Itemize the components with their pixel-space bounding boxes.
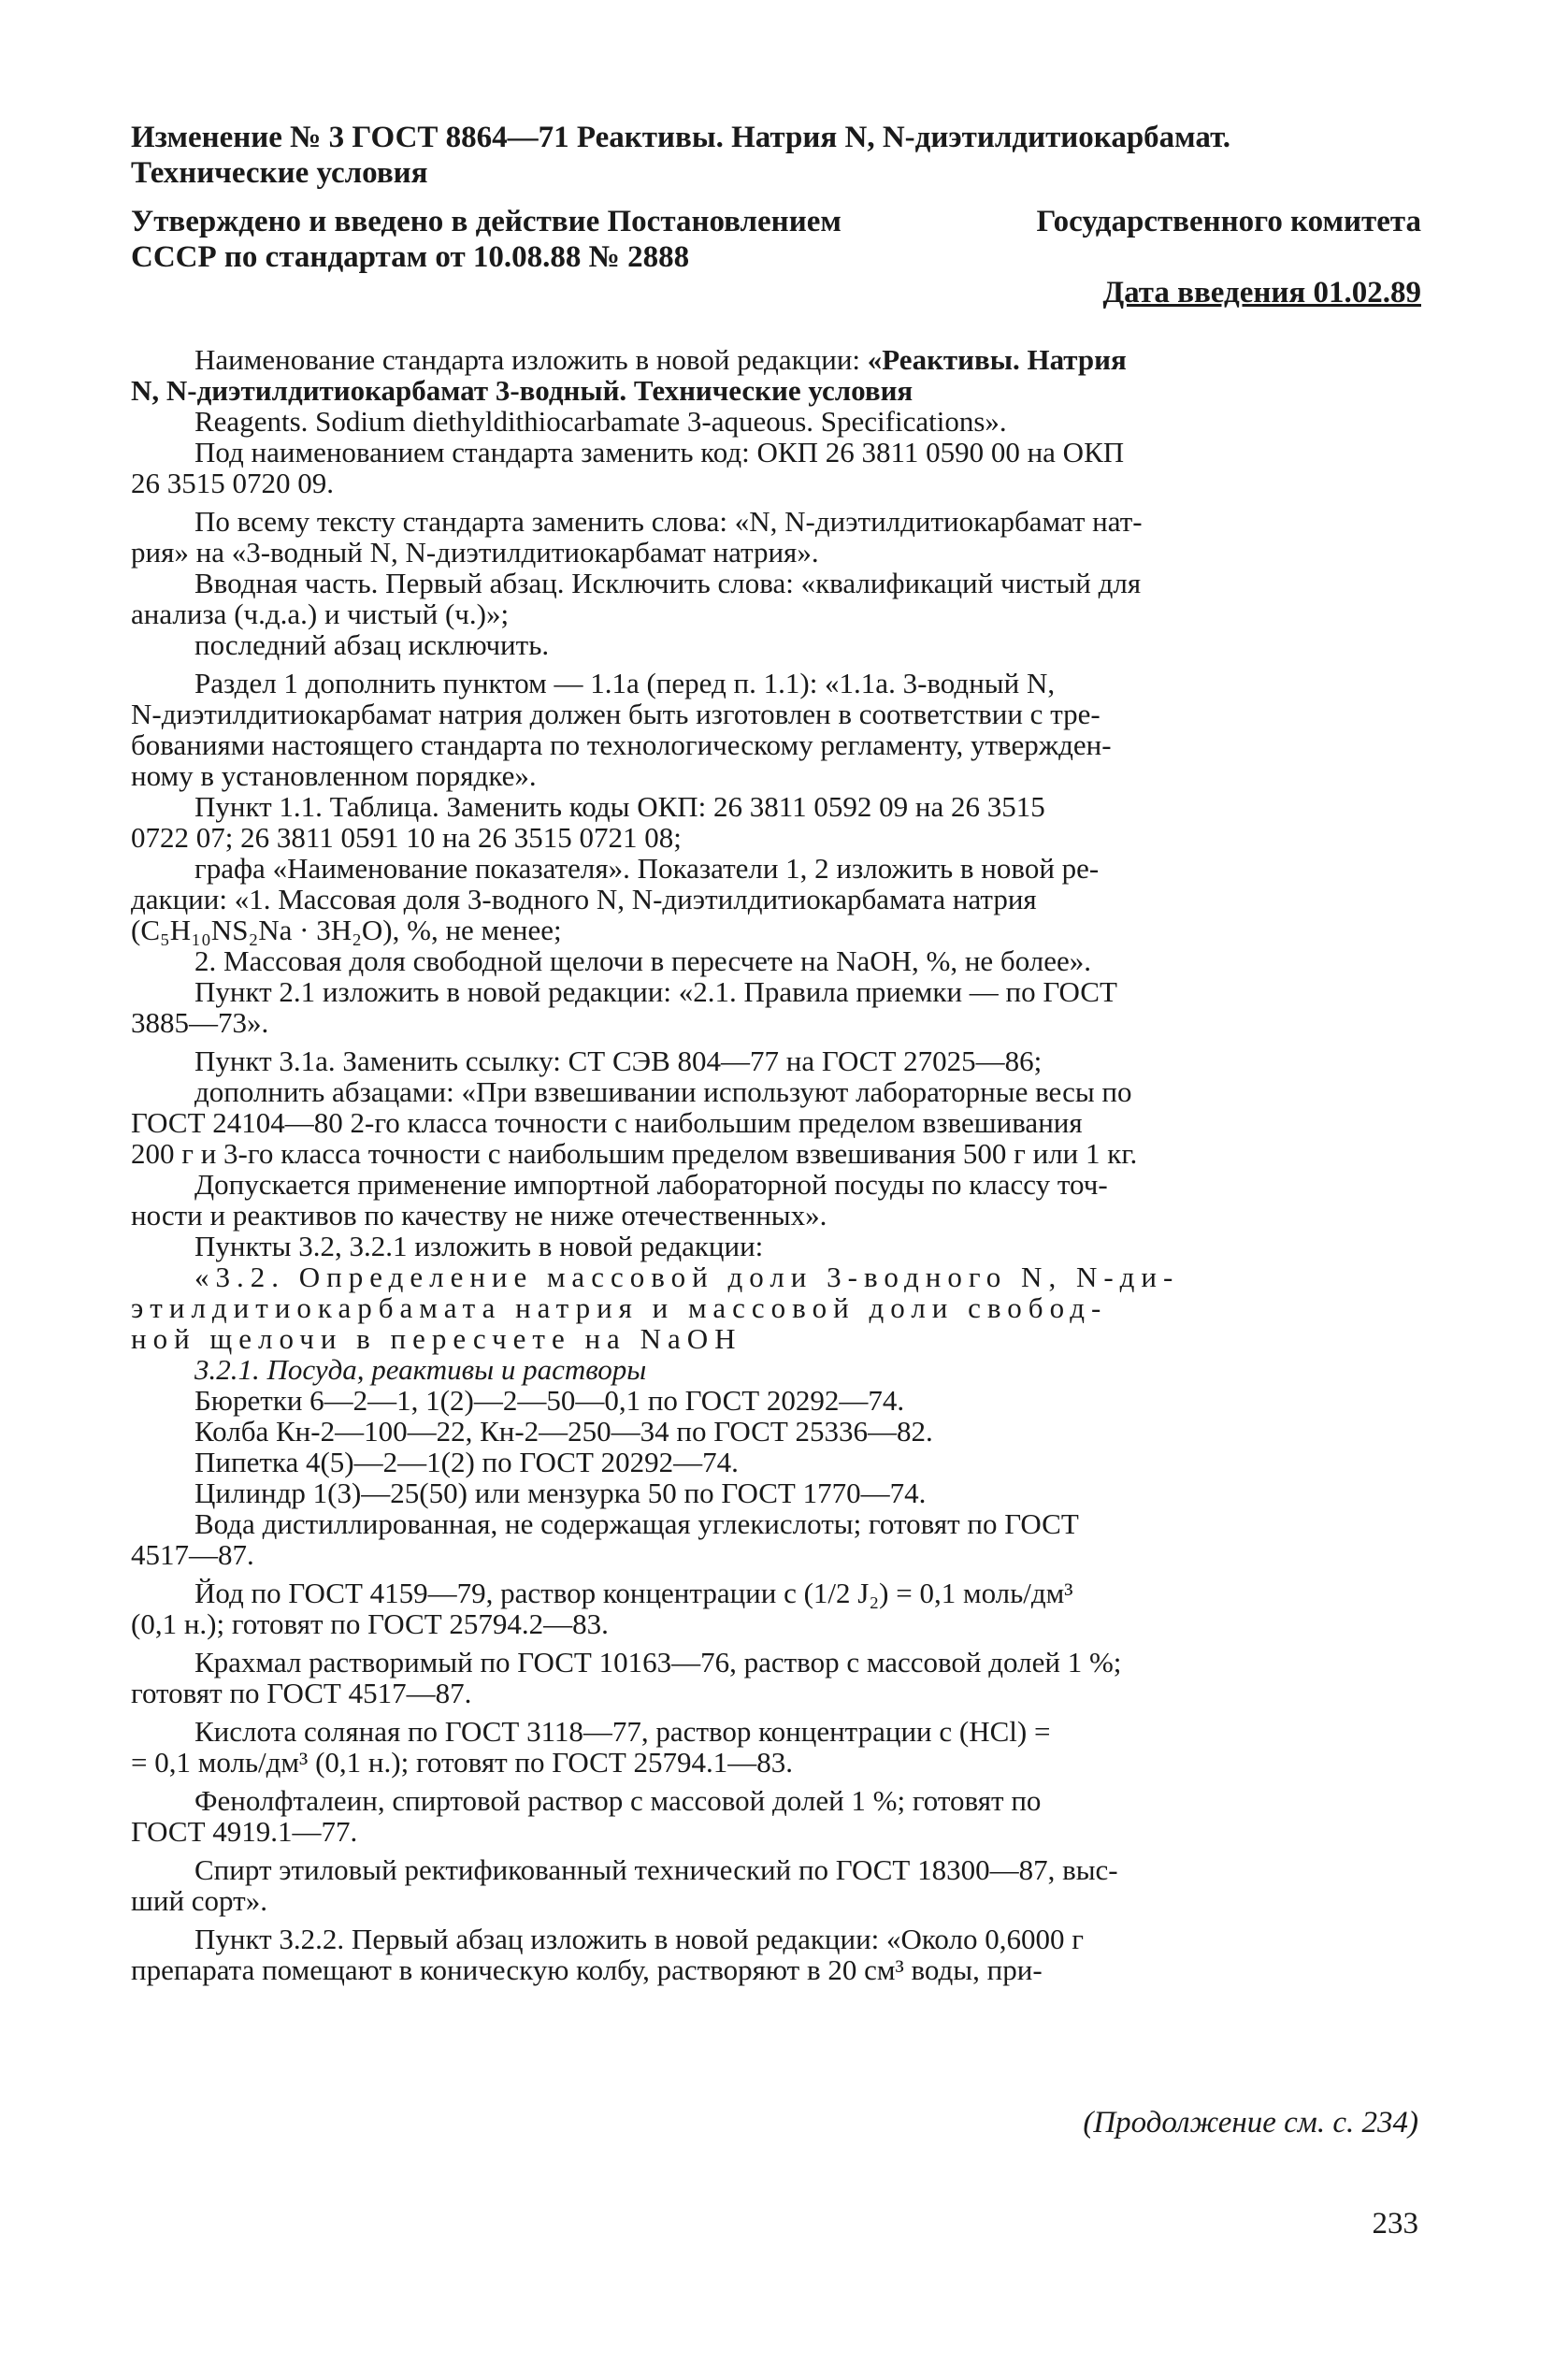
- section-heading: «3.2. Определение массовой доли 3-водного N, N-ди-: [194, 1261, 1180, 1293]
- paragraph-line: рия» на «3-водный N, N-диэтилдитиокарбамат натрия».: [131, 536, 819, 569]
- paragraph-line: Пункт 3.1а. Заменить ссылку: СТ СЭВ 804—77 на ГОСТ 27025—86;: [194, 1045, 1043, 1077]
- page-number: 233: [1372, 2207, 1418, 2241]
- paragraph-line: Пункт 3.2.2. Первый абзац изложить в новой редакции: «Около 0,6000 г: [194, 1923, 1084, 1955]
- paragraph-line: Пункт 2.1 изложить в новой редакции: «2.1. Правила приемки — по ГОСТ: [194, 975, 1117, 1008]
- paragraph-line: препарата помещают в коническую колбу, растворяют в 20 см³ воды, при-: [131, 1953, 1043, 1986]
- list-item: = 0,1 моль/дм³ (0,1 н.); готовят по ГОСТ 25794.1—83.: [131, 1746, 794, 1779]
- list-item: готовят по ГОСТ 4517—87.: [131, 1677, 472, 1709]
- list-item: Цилиндр 1(3)—25(50) или мензурка 50 по ГОСТ 1770—74.: [194, 1477, 927, 1509]
- list-item: ший сорт».: [131, 1884, 267, 1917]
- paragraph-line: дакции: «1. Массовая доля 3-водного N, N-диэтилдитиокарбамата натрия: [131, 883, 1037, 915]
- list-item: Фенолфталеин, спиртовой раствор с массовой долей 1 %; готовят по: [194, 1784, 1042, 1817]
- list-item: Бюретки 6—2—1, 1(2)—2—50—0,1 по ГОСТ 20292—74.: [194, 1384, 905, 1417]
- paragraph-line: Reagents. Sodium diethyldithiocarbamate 3-aqueous. Specifications».: [194, 405, 1007, 438]
- approval-line: Утверждено и введено в действие Постановлением Государственного комитета: [131, 205, 1421, 238]
- paragraph-line: Наименование стандарта изложить в новой редакции: «Реактивы. Натрия: [194, 343, 1127, 376]
- paragraph-line: анализа (ч.д.а.) и чистый (ч.)»;: [131, 598, 510, 630]
- paragraph-line: 2. Массовая доля свободной щелочи в пересчете на NaOH, %, не более».: [194, 944, 1092, 977]
- formula-line: (C₅H₁₀NS₂Na · 3H₂O), %, не менее;: [131, 914, 562, 946]
- section-heading: этилдитиокарбамата натрия и массовой доли свобод-: [131, 1291, 1108, 1324]
- list-item: 4517—87.: [131, 1538, 254, 1571]
- paragraph-line: По всему тексту стандарта заменить слова: «N, N-диэтилдитиокарбамат нат-: [194, 505, 1143, 538]
- paragraph-line: N-диэтилдитиокарбамат натрия должен быть изготовлен в соответствии с тре-: [131, 698, 1100, 730]
- subsection-heading: 3.2.1. Посуда, реактивы и растворы: [194, 1353, 647, 1386]
- paragraph-line: 200 г и 3-го класса точности с наибольшим пределом взвешивания 500 г или 1 кг.: [131, 1137, 1138, 1170]
- paragraph-line: Допускается применение импортной лабораторной посуды по классу точ-: [194, 1168, 1108, 1201]
- paragraph-line: бованиями настоящего стандарта по технологическому регламенту, утвержден-: [131, 728, 1112, 761]
- paragraph-line: графа «Наименование показателя». Показатели 1, 2 изложить в новой ре-: [194, 852, 1100, 885]
- paragraph-line: 26 3515 0720 09.: [131, 467, 334, 499]
- section-heading: ной щелочи в пересчете на NaOH: [131, 1322, 742, 1355]
- paragraph-line: Раздел 1 дополнить пунктом — 1.1а (перед п. 1.1): «1.1а. 3-водный N,: [194, 667, 1056, 699]
- paragraph-line: N, N-диэтилдитиокарбамат 3-водный. Технические условия: [131, 374, 913, 407]
- list-item: Спирт этиловый ректификованный технический по ГОСТ 18300—87, выс-: [194, 1853, 1118, 1886]
- list-item: Пипетка 4(5)—2—1(2) по ГОСТ 20292—74.: [194, 1446, 739, 1478]
- header-title-cont: Технические условия: [131, 156, 428, 190]
- paragraph-line: 3885—73».: [131, 1006, 269, 1039]
- effective-date: Дата введения 01.02.89: [1102, 276, 1421, 310]
- header-title: Изменение № 3 ГОСТ 8864—71 Реактивы. Натрия N, N-диэтилдитиокарбамат.: [131, 121, 1231, 154]
- continuation-note: (Продолжение см. с. 234): [1083, 2106, 1418, 2140]
- paragraph-line: Под наименованием стандарта заменить код: ОКП 26 3811 0590 00 на ОКП: [194, 436, 1125, 468]
- approval-line-cont: СССР по стандартам от 10.08.88 № 2888: [131, 240, 690, 274]
- paragraph-line: ности и реактивов по качеству не ниже отечественных».: [131, 1199, 827, 1232]
- paragraph-line: дополнить абзацами: «При взвешивании используют лабораторные весы по: [194, 1075, 1132, 1108]
- text-column: [131, 120, 1421, 1985]
- paragraph-line: ному в установленном порядке».: [131, 759, 537, 792]
- paragraph-line: Вводная часть. Первый абзац. Исключить слова: «квалификаций чистый для: [194, 567, 1142, 599]
- list-item: Йод по ГОСТ 4159—79, раствор концентрации c (1/2 J₂) = 0,1 моль/дм³: [194, 1577, 1073, 1609]
- paragraph-line: Пункт 1.1. Таблица. Заменить коды ОКП: 26 3811 0592 09 на 26 3515: [194, 790, 1045, 823]
- list-item: Вода дистиллированная, не содержащая углекислоты; готовят по ГОСТ: [194, 1507, 1079, 1540]
- paragraph-line: 0722 07; 26 3811 0591 10 на 26 3515 0721 08;: [131, 821, 682, 854]
- list-item: Крахмал растворимый по ГОСТ 10163—76, раствор с массовой долей 1 %;: [194, 1646, 1122, 1679]
- list-item: (0,1 н.); готовят по ГОСТ 25794.2—83.: [131, 1607, 609, 1640]
- paragraph-line: последний абзац исключить.: [194, 628, 550, 661]
- paragraph-line: Пункты 3.2, 3.2.1 изложить в новой редакции:: [194, 1230, 764, 1262]
- list-item: Колба Кн-2—100—22, Кн-2—250—34 по ГОСТ 25336—82.: [194, 1415, 933, 1448]
- document-body: [131, 344, 1421, 1985]
- list-item: Кислота соляная по ГОСТ 3118—77, раствор концентрации c (HCl) =: [194, 1715, 1051, 1748]
- paragraph-line: ГОСТ 24104—80 2-го класса точности с наибольшим пределом взвешивания: [131, 1106, 1083, 1139]
- list-item: ГОСТ 4919.1—77.: [131, 1815, 358, 1848]
